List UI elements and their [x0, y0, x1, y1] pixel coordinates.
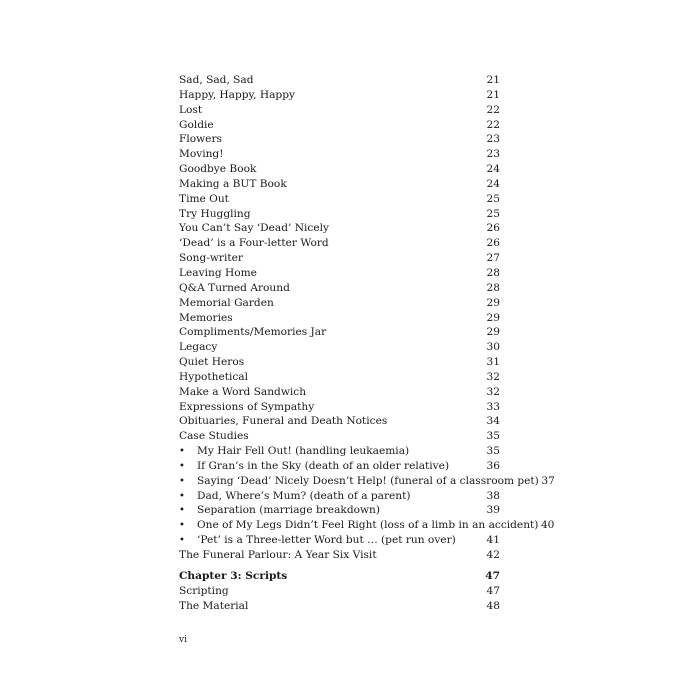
- toc-entry-title: • Saying ‘Dead’ Nicely Doesn’t Help! (funeral of a classroom pet): [179, 474, 539, 490]
- toc-entry-title: Goodbye Book: [179, 163, 257, 176]
- toc-entry: [179, 400, 500, 415]
- toc-entry-bulleted: [179, 474, 555, 489]
- toc-entry-title: Q&A Turned Around: [179, 281, 290, 294]
- toc-entry-page: 32: [486, 385, 500, 398]
- toc-entry-page: 24: [486, 163, 500, 176]
- toc-entry-title: The Material: [179, 600, 249, 613]
- toc-entry-title: Making a BUT Book: [179, 177, 287, 190]
- toc-entry: [179, 296, 500, 311]
- toc-entry: [179, 355, 500, 370]
- toc-entry-bulleted: [179, 503, 500, 518]
- toc-entry-page: 25: [486, 207, 500, 220]
- toc-entry: [179, 236, 500, 251]
- toc-entry: [179, 414, 500, 429]
- toc-entry-page: 24: [486, 177, 500, 190]
- toc-chapter-heading: [179, 569, 500, 584]
- toc-entry-page: 39: [486, 504, 500, 517]
- toc-entry-page: 29: [486, 296, 500, 309]
- toc-entry-title: Legacy: [179, 341, 218, 354]
- toc-entry-title: • If Gran’s in the Sky (death of an older relative): [179, 459, 449, 475]
- toc-entry: [179, 88, 500, 103]
- toc-entry-page: 21: [486, 88, 500, 101]
- toc-entry-title: ‘Dead’ is a Four-letter Word: [179, 237, 329, 250]
- toc-entry-title: Expressions of Sympathy: [179, 400, 315, 413]
- toc-entry-page: 35: [486, 445, 500, 458]
- toc-entry-bulleted: [179, 459, 500, 474]
- toc-entry: [179, 429, 500, 444]
- toc-entry-page: 36: [486, 459, 500, 472]
- toc-entry-page: 35: [486, 430, 500, 443]
- toc-entry-page: 26: [486, 237, 500, 250]
- toc-entry-title: Sad, Sad, Sad: [179, 74, 254, 86]
- toc-entry: [179, 192, 500, 207]
- toc-entry: [179, 207, 500, 222]
- toc-entry-page: 48: [486, 600, 500, 613]
- toc-entry-title: Memories: [179, 311, 233, 324]
- toc-entry-title: Compliments/Memories Jar: [179, 326, 327, 339]
- toc-entry-page: 34: [486, 415, 500, 428]
- toc-entry-title: Quiet Heros: [179, 356, 245, 369]
- toc-entry-title: Obituaries, Funeral and Death Notices: [179, 415, 388, 428]
- toc-entry-title: Scripting: [179, 585, 229, 598]
- toc-entry-page: 47: [486, 585, 500, 598]
- toc-entry-page: 21: [486, 74, 500, 86]
- toc-entry-page: 37: [541, 474, 555, 487]
- page-number-folio: vi: [179, 635, 187, 645]
- toc-entry-page: 40: [540, 519, 555, 532]
- toc-entry: [179, 370, 500, 385]
- toc-entry-title: Try Huggling: [179, 207, 251, 220]
- toc-entry-title: Goldie: [179, 118, 214, 131]
- toc-entry: [179, 162, 500, 177]
- toc-entry-page: 22: [486, 103, 500, 116]
- toc-entry-page: 22: [486, 118, 500, 131]
- toc-entry-page: 23: [486, 133, 500, 146]
- toc-entry-page: 32: [486, 370, 500, 383]
- toc-entry-page: 29: [486, 326, 500, 339]
- toc-entry-page: 27: [486, 252, 500, 265]
- toc-entry: [179, 103, 500, 118]
- toc-entry-bulleted: [179, 444, 500, 459]
- toc-entry-page: 38: [486, 489, 500, 502]
- toc-entry-title: Time Out: [179, 192, 229, 205]
- toc-entry-title: • One of My Legs Didn’t Feel Right (loss of a limb in an accident): [179, 518, 538, 534]
- toc-entry-title: The Funeral Parlour: A Year Six Visit: [179, 549, 377, 561]
- toc-entry: [179, 177, 500, 192]
- toc-entry-page: 28: [486, 281, 500, 294]
- toc-entry: [179, 340, 500, 355]
- toc-entry-page: 28: [486, 266, 500, 279]
- toc-entry-page: 23: [486, 148, 500, 161]
- toc-entry: [179, 132, 500, 147]
- toc-entry-title: • ‘Pet’ is a Three-letter Word but … (pet run over): [179, 533, 456, 549]
- toc-entry: [179, 311, 500, 326]
- toc-entry-page: 33: [486, 400, 500, 413]
- toc-entry-page: 42: [486, 549, 500, 561]
- toc-entry: [179, 251, 500, 266]
- chapter-spacer: [179, 563, 500, 570]
- toc-entry-title: Case Studies: [179, 430, 249, 443]
- toc-entry-title: You Can’t Say ‘Dead’ Nicely: [179, 222, 329, 235]
- toc-entry-title: Song-writer: [179, 252, 243, 265]
- toc-entry: [179, 118, 500, 133]
- toc-entry-title: Lost: [179, 103, 203, 116]
- toc-entry-title: • Separation (marriage breakdown): [179, 503, 380, 519]
- toc-entry-bulleted: [179, 518, 555, 533]
- toc-entry: [179, 584, 500, 599]
- toc-entry: [179, 325, 500, 340]
- toc-entry-title: Make a Word Sandwich: [179, 385, 307, 398]
- toc-entry: [179, 221, 500, 236]
- toc-entry-bulleted: [179, 489, 500, 504]
- toc-chapter-title: Chapter 3: Scripts: [179, 570, 288, 583]
- toc-entry-page: 25: [486, 192, 500, 205]
- toc-entry: [179, 73, 500, 88]
- toc-entry-title: Flowers: [179, 133, 222, 146]
- toc-entry-title: Hypothetical: [179, 370, 249, 383]
- toc-entry: [179, 281, 500, 296]
- toc-entry-page: 26: [486, 222, 500, 235]
- toc-entry-title: • Dad, Where’s Mum? (death of a parent): [179, 489, 411, 505]
- toc-entry: [179, 548, 500, 563]
- toc-entry-title: • My Hair Fell Out! (handling leukaemia): [179, 444, 409, 460]
- table-of-contents: [179, 73, 555, 614]
- toc-entry: [179, 385, 500, 400]
- toc-entry-page: 31: [486, 356, 500, 369]
- toc-entry: [179, 147, 500, 162]
- toc-entry-page: 29: [486, 311, 500, 324]
- toc-entry-page: 30: [486, 341, 500, 354]
- toc-entry-bulleted: [179, 533, 500, 548]
- toc-entry-page: 41: [486, 534, 500, 547]
- toc-entry-title: Leaving Home: [179, 266, 257, 279]
- toc-entry-title: Memorial Garden: [179, 296, 274, 309]
- toc-entry-title: Moving!: [179, 148, 224, 161]
- toc-entry: [179, 266, 500, 281]
- toc-entry: [179, 599, 500, 614]
- toc-chapter-page: 47: [485, 570, 500, 583]
- toc-entry-title: Happy, Happy, Happy: [179, 88, 295, 101]
